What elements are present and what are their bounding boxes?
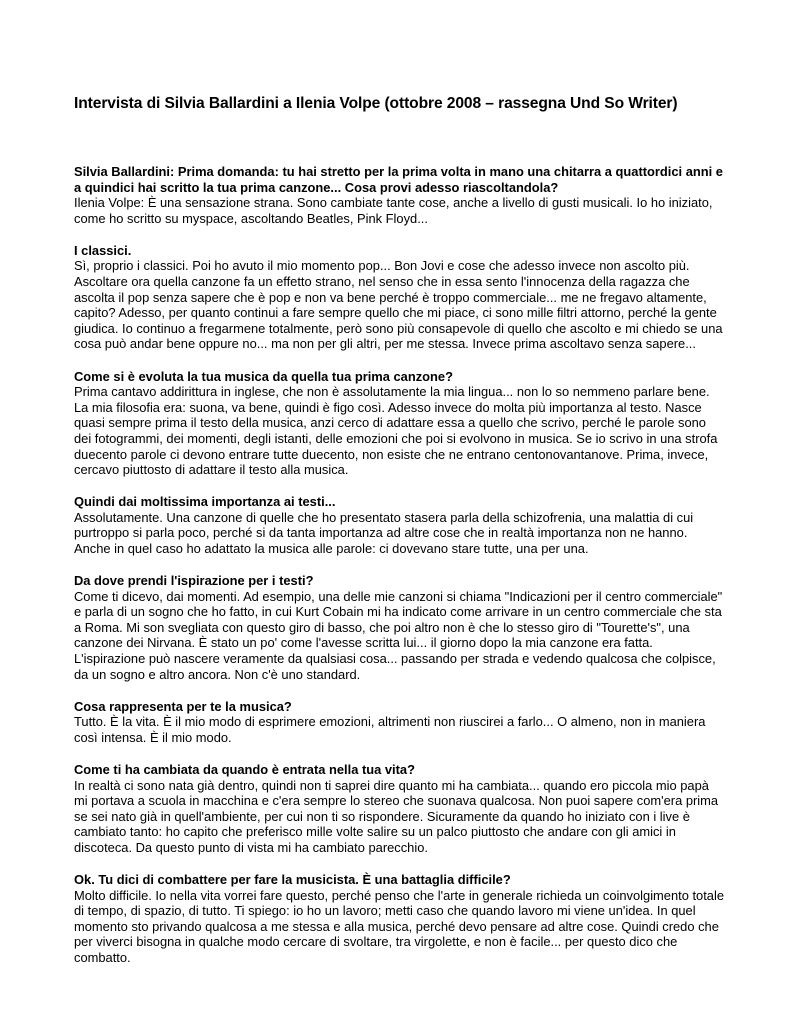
question-text: I classici. [74, 242, 132, 258]
question-text: Cosa rappresenta per te la musica? [74, 698, 292, 714]
answer-text: Come ti dicevo, dai momenti. Ad esempio, una delle mie canzoni si chiama "Indicazioni per il centro commerciale" e parla di un sogno che ho fatto, in cui Kurt Cobain mi ha indicato come arrivare in un centro commerciale che sta a Roma. Mi son svegliata con questo giro di basso, che poi altro non è che lo stesso giro di "Tourette's", una canzone dei Nirvana. È stato un po' come l'avesse scritta lui... il giorno dopo la mia canzone era fatta. L'ispirazione può nascere veramente da qualsiasi cosa... passando per strada e vedendo qualcosa che colpisce, da un sogno e altro ancora. Non c'è uno standard. [74, 588, 723, 682]
answer-text: Prima cantavo addirittura in inglese, che non è assolutamente la mia lingua... non lo so nemmeno parlare bene. La mia filosofia era: suona, va bene, quindi è figo così. Adesso invece do molta più importanza al testo. Nasce quasi sempre prima il testo della musica, anzi cerco di adattare essa a quello che scrivo, perché le parole sono dei fotogrammi, dei momenti, degli istanti, delle emozioni che poi si evolvono in musica. Se io scrivo in una strofa duecento parole ci devono entrare tutte duecento, non esiste che ne entrano centonovantanove. Prima, invece, cercavo piuttosto di adattare il testo alla musica. [74, 384, 718, 478]
answer-text: In realtà ci sono nata già dentro, quindi non ti saprei dire quanto mi ha cambiata... quando ero piccola mio papà mi portava a scuola in macchina e c'era sempre lo stereo che suonava qualcosa. Non puoi sapere com'era prima se sei nato già in quell'ambiente, per cui non ti so rispondere. Sicuramente da quando ho iniziato con i live è cambiato tanto: ho capito che preferisco mille volte salire su un palco piuttosto che andare con gli amici in discoteca. Da questo punto di vista mi ha cambiato parecchio. [74, 777, 719, 855]
qa-section-2 [74, 243, 724, 352]
answer-text: Molto difficile. Io nella vita vorrei fare questo, perché penso che l'arte in generale richieda un coinvolgimento totale di tempo, di spazio, di tutto. Ti spiego: io ho un lavoro; metti caso che quando lavoro mi viene un'idea. In quel momento sto privando qualcosa a me stessa e alla musica, perché devo pensare ad altre cose. Quindi credo che per viverci bisogna in qualche modo cercare di svoltare, tra virgolette, e non è facile... per questo dico che combatto. [74, 887, 724, 966]
qa-section-6 [74, 699, 724, 746]
interview-body [74, 164, 724, 982]
qa-section-8 [74, 872, 724, 966]
answer-text: Tutto. È la vita. È il mio modo di esprimere emozioni, altrimenti non riuscirei a farlo... O almeno, non in maniera così intensa. È il mio modo. [74, 714, 706, 745]
qa-section-5 [74, 573, 724, 682]
question-text: Ok. Tu dici di combattere per fare la musicista. È una battaglia difficile? [74, 872, 511, 888]
answer-text: Ilenia Volpe: È una sensazione strana. Sono cambiate tante cose, anche a livello di gusti musicali. Io ho iniziato, come ho scritto su myspace, ascoltando Beatles, Pink Floyd... [74, 195, 713, 226]
qa-section-4 [74, 494, 724, 556]
question-text: Come ti ha cambiata da quando è entrata nella tua vita? [74, 762, 415, 777]
question-text: Come si è evoluta la tua musica da quella tua prima canzone? [74, 368, 453, 384]
question-text: Quindi dai moltissima importanza ai testi... [74, 494, 336, 510]
page-title: Intervista di Silvia Ballardini a Ilenia Volpe (ottobre 2008 – rassegna Und So Writer) [74, 95, 678, 112]
qa-section-1 [74, 164, 724, 226]
question-text: Da dove prendi l'ispirazione per i testi? [74, 573, 314, 589]
question-text: Silvia Ballardini: Prima domanda: tu hai stretto per la prima volta in mano una chitarra a quattordici anni e a quindici hai scritto la tua prima canzone... Cosa provi adesso riascoltandola? [74, 164, 723, 195]
answer-text: Assolutamente. Una canzone di quelle che ho presentato stasera parla della schizofrenia, una malattia di cui purtroppo si parla poco, perché si da tanta importanza ad altre cose che in realtà importanza non ne hanno. Anche in quel caso ho adattato la musica alle parole: ci dovevano stare tutte, una per una. [74, 509, 694, 556]
qa-section-3 [74, 369, 724, 478]
answer-text: Sì, proprio i classici. Poi ho avuto il mio momento pop... Bon Jovi e cose che adesso invece non ascolto più. Ascoltare ora quella canzone fa un effetto strano, nel senso che in essa sento l'innocenza della ragazza che ascolta il pop senza sapere che è pop e non va bene perché è troppo commerciale... me ne fregavo altamente, capito? Adesso, per quanto continui a fare sempre quello che mi piace, ci sono mille filtri attorno, perché la gente giudica. Io continuo a fregarmene totalmente, però sono più consapevole di quello che ascolto e mi chiedo se una cosa può andar bene oppure no... ma non per gli altri, per me stessa. Invece prima ascoltavo senza sapere... [74, 258, 723, 352]
qa-section-7 [74, 762, 724, 856]
